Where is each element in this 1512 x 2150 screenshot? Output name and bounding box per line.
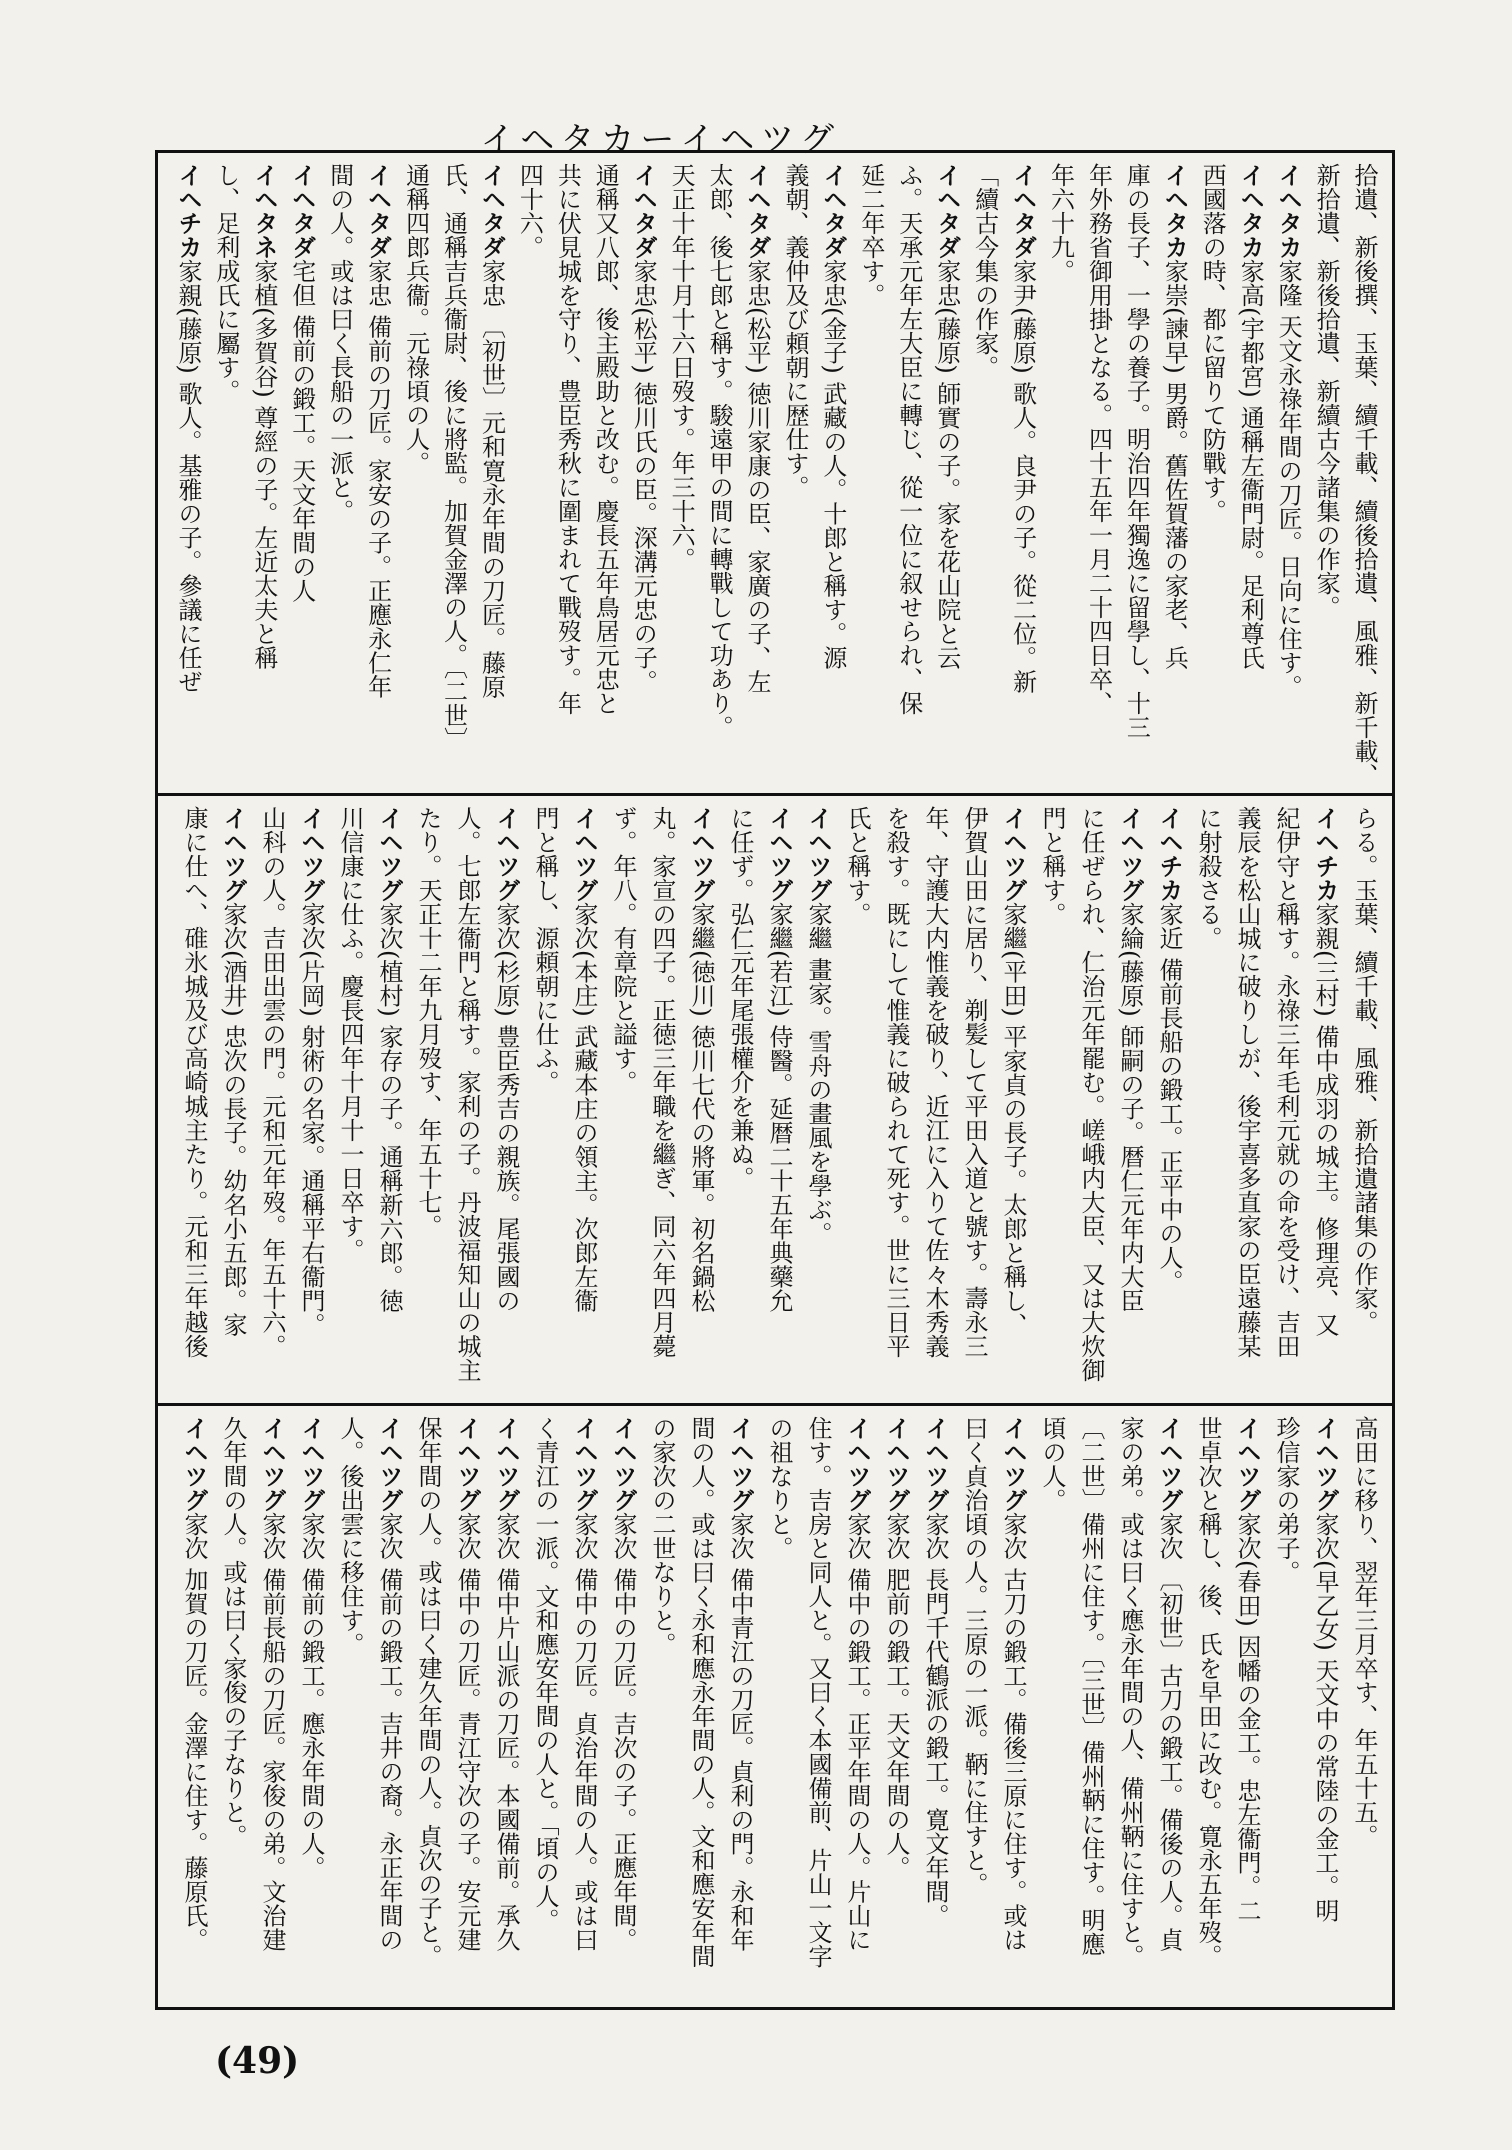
entry-text: 家忠(松平) 徳川家康の臣、家廣の子、左 <box>743 259 771 694</box>
entry-text: 家次 〔初世〕古刀の鍛工。備後の人。貞 <box>1155 1512 1183 1952</box>
entry-text: 家次 備中の刀匠。吉次の子。正應年間。 <box>609 1512 637 1952</box>
text-column <box>1190 796 1226 1403</box>
entry-headword: イヘツグ <box>1311 1416 1339 1512</box>
entry-headword: イヘタダ <box>477 163 506 259</box>
entry-text: 家忠 備前の刀匠。家安の子。正應永仁年 <box>363 259 392 699</box>
entry-headword: イヘタカ <box>1236 163 1265 259</box>
entry-headword: イヘツグ <box>219 806 247 902</box>
entry-text: 家綸(藤原) 師嗣の子。暦仁元年内大臣 <box>1116 902 1144 1313</box>
text-column <box>702 153 737 793</box>
entry-text: 家次 備前長船の刀匠。家俊の弟。文治建 <box>258 1512 286 1952</box>
text-column <box>892 153 927 793</box>
text-column <box>361 153 396 793</box>
entry-text: 延二年卒す。 <box>856 163 885 307</box>
entry-text: 共に伏見城を守り、豊臣秀秋に圍まれて戰歿す。年 <box>553 163 582 715</box>
entry-headword: イヘツグ <box>1233 1416 1261 1512</box>
text-column <box>1073 1406 1109 2009</box>
entry-headword: イヘツグ <box>999 806 1027 902</box>
entry-text: 家次(早乙女) 天文中の常陸の金工。明 <box>1311 1512 1339 1923</box>
entry-headword: イヘチカ <box>1311 806 1339 902</box>
text-column <box>323 153 358 793</box>
text-column <box>664 153 699 793</box>
entry-text: ふ。天承元年左大臣に轉じ、從一位に叙せられ、保 <box>894 163 923 715</box>
text-column <box>1195 153 1230 793</box>
entry-text: 家繼(徳川) 徳川七代の將軍。初名鍋松 <box>687 902 715 1313</box>
entry-text: 家忠 〔初世〕元和寛永年間の刀匠。藤原 <box>477 259 506 699</box>
entry-headword: イヘツグ <box>726 1416 754 1512</box>
entry-text: 家次 備中片山派の刀匠。本國備前。承久 <box>492 1512 520 1952</box>
page-number: (49) <box>215 2040 300 2082</box>
entry-text: く青江の一派。文和應安年間の人と。「頃の人。 <box>531 1416 559 1932</box>
running-head: イヘタカーイヘツグ <box>480 120 840 160</box>
entry-headword: イヘチカ <box>173 163 202 259</box>
entry-text: 家近 備前長船の鍛工。正平中の人。 <box>1155 902 1183 1294</box>
entry-headword: イヘタダ <box>932 163 961 259</box>
entry-text: 家次 肥前の鍛工。天文年間の人。 <box>882 1512 910 1880</box>
text-column <box>917 796 953 1403</box>
entry-text: 丸。家宣の四子。正徳三年職を繼ぎ、同六年四月薨 <box>648 806 676 1358</box>
text-column <box>215 1406 251 2009</box>
entry-text: 通稱四郎兵衞。元祿頃の人。 <box>401 163 430 475</box>
entry-text: 家親(三村) 備中成羽の城主。修理亮、又 <box>1311 902 1339 1337</box>
entry-text: に任ず。弘仁元年尾張權介を兼ぬ。 <box>726 806 754 1190</box>
text-column <box>293 1406 329 2009</box>
entry-text: ず。年八。有章院と謚す。 <box>609 806 637 1094</box>
text-column <box>778 153 813 793</box>
entry-text: 家崇(諫早) 男爵。舊佐賀藩の家老、兵 <box>1160 259 1189 670</box>
text-column <box>254 796 290 1403</box>
entry-text: 家繼(若江) 侍醫。延暦二十五年典藥允 <box>765 902 793 1313</box>
entry-text: 新拾遺、新後拾遺、新續古今諸集の作家。 <box>1312 163 1341 619</box>
entry-text: らる。玉葉、續千載、風雅、新拾遺諸集の作家。 <box>1350 806 1378 1334</box>
entry-text: 義朝、義仲及び頼朝に歴仕す。 <box>780 163 809 499</box>
text-column <box>1190 1406 1226 2009</box>
text-column <box>449 796 485 1403</box>
text-column <box>968 153 1003 793</box>
entry-headword: イヘタダ <box>743 163 771 259</box>
entry-text: 家次 古刀の鍛工。備後三原に住す。或は <box>999 1512 1027 1952</box>
text-column <box>956 796 992 1403</box>
entry-headword: イヘタダ <box>1008 163 1037 259</box>
text-column <box>285 153 320 793</box>
text-column <box>644 1406 680 2009</box>
entry-text: 家次 長門千代鶴派の鍛工。寛文年間。 <box>921 1512 949 1928</box>
text-column <box>1229 1406 1265 2009</box>
text-column <box>878 1406 914 2009</box>
entry-headword: イヘツグ <box>492 1416 520 1512</box>
entry-headword: イヘツグ <box>1155 1416 1183 1512</box>
entry-headword: イヘツグ <box>609 1416 637 1512</box>
entry-text: 曰く貞治頃の人。三原の一派。鞆に住すと。 <box>960 1416 988 1896</box>
text-column <box>176 1406 212 2009</box>
text-column <box>488 1406 524 2009</box>
entry-text: 年、守護大内惟義を破り、近江に入りて佐々木秀義 <box>921 806 949 1358</box>
entry-text: の家次の二世なりと。 <box>648 1416 676 1656</box>
entry-headword: イヘタダ <box>629 163 658 259</box>
text-column <box>1112 796 1148 1403</box>
text-column <box>588 153 623 793</box>
text-column <box>816 153 851 793</box>
entry-text: 天正十年十月十六日歿す。年三十六。 <box>667 163 696 571</box>
text-column <box>399 153 434 793</box>
text-column <box>550 153 585 793</box>
entry-text: 通稱又八郎、後主殿助と改む。慶長五年鳥居元忠と <box>591 163 620 715</box>
text-column <box>644 796 680 1403</box>
entry-text: 高田に移り、翌年三月卒す、年五十五。 <box>1350 1416 1378 1848</box>
entry-text: たり。天正十二年九月歿す、年五十七。 <box>414 806 442 1238</box>
entry-text: 西國落の時、都に留りて防戰す。 <box>1198 163 1227 523</box>
entry-headword: イヘタカ <box>1160 163 1189 259</box>
entry-text: 山科の人。吉田出雲の門。元和元年歿。年五十六。 <box>258 806 286 1358</box>
text-column <box>683 1406 719 2009</box>
entry-text: 家繼(平田) 平家貞の長子。太郎と稱し、 <box>999 902 1027 1337</box>
entry-headword: イヘツグ <box>180 1416 208 1512</box>
text-column <box>1229 796 1265 1403</box>
entry-text: 家隆 天文永祿年間の刀匠。日向に住す。 <box>1274 259 1303 699</box>
entry-headword: イヘチカ <box>1155 806 1183 902</box>
entry-text: 家親(藤原) 歌人。基雅の子。參議に任ぜ <box>173 259 202 694</box>
entry-text: を殺す。既にして惟義に破られて死す。世に三日平 <box>882 806 910 1358</box>
text-column <box>995 1406 1031 2009</box>
entry-text: 間の人。或は曰く長船の一派と。 <box>325 163 354 523</box>
text-column <box>332 796 368 1403</box>
text-column <box>209 153 244 793</box>
text-column <box>1151 796 1187 1403</box>
text-column <box>1268 1406 1304 2009</box>
text-column <box>683 796 719 1403</box>
entry-text: に任ぜられ、仁治元年罷む。嵯峨内大臣、又は大炊御 <box>1077 806 1105 1382</box>
entry-headword: イヘタダ <box>363 163 392 259</box>
text-column <box>605 1406 641 2009</box>
text-column <box>1034 796 1070 1403</box>
entry-text: 門と稱し、源頼朝に仕ふ。 <box>531 806 559 1094</box>
entry-text: 氏、通稱吉兵衞尉、後に將監。加賀金澤の人。〔二世〕 <box>439 163 468 751</box>
entry-text: 住す。吉房と同人と。又曰く本國備前、片山一文字 <box>804 1416 832 1968</box>
entry-text: 家次(片岡) 射術の名家。通稱平右衞門。 <box>297 902 325 1337</box>
entry-text: 〔二世〕備州に住す。〔三世〕備州鞆に住す。明應 <box>1077 1416 1105 1956</box>
entry-headword: イヘタダ <box>287 163 316 259</box>
text-column <box>605 796 641 1403</box>
text-column <box>1233 153 1268 793</box>
entry-headword: イヘツグ <box>258 1416 286 1512</box>
text-column <box>761 1406 797 2009</box>
entry-text: 家次 備中の刀匠。青江守次の子。安元建 <box>453 1512 481 1952</box>
entry-text: 庫の長子、一學の養子。明治四年獨逸に留學し、十三 <box>1122 163 1151 739</box>
text-column <box>1044 153 1079 793</box>
entry-text: 年外務省御用掛となる。四十五年一月二十四日卒、 <box>1084 163 1113 715</box>
text-column <box>1006 153 1041 793</box>
entry-text: 家次 備前の鍛工。吉井の裔。永正年間の <box>375 1512 403 1952</box>
entry-text: 家次(植村) 家存の子。通稱新六郎。徳 <box>375 902 403 1313</box>
entry-text: し、足利成氏に屬す。 <box>211 163 240 403</box>
entry-text: 拾遺、新後撰、玉葉、續千載、續後拾遺、風雅、新千載、 <box>1350 163 1378 787</box>
text-column <box>839 796 875 1403</box>
entry-text: 康に仕へ、碓氷城及び高崎城主たり。元和三年越後 <box>180 806 208 1358</box>
text-column <box>995 796 1031 1403</box>
entry-text: 太郎、後七郎と稱す。駿遠甲の間に轉戰して功あり。 <box>705 163 734 739</box>
entry-headword: イヘツグ <box>570 806 598 902</box>
entry-text: 家次 備中青江の刀匠。貞利の門。永和年 <box>726 1512 754 1952</box>
text-column <box>293 796 329 1403</box>
entry-headword: イヘツグ <box>297 1416 325 1512</box>
text-column <box>371 1406 407 2009</box>
text-column <box>1309 153 1344 793</box>
entry-text: 家次(本庄) 武藏本庄の領主。次郎左衞 <box>570 902 598 1313</box>
entry-text: 家次(杉原) 豊臣秀吉の親族。尾張國の <box>492 902 520 1313</box>
entry-text: の祖なりと。 <box>765 1416 793 1560</box>
text-column <box>722 1406 758 2009</box>
entry-headword: イヘツグ <box>570 1416 598 1512</box>
text-column <box>176 796 212 1403</box>
text-column <box>527 1406 563 2009</box>
entry-headword: イヘタダ <box>818 163 847 259</box>
entry-text: 「續古今集の作家。 <box>970 163 999 379</box>
text-column <box>1346 796 1382 1403</box>
text-column <box>740 153 775 793</box>
text-column <box>437 153 472 793</box>
entry-text: に射殺さる。 <box>1194 806 1222 950</box>
entry-text: 家高(宇都宮) 通稱左衞門尉。足利尊氏 <box>1236 259 1265 670</box>
text-column <box>930 153 965 793</box>
entry-text: 家次 備中の刀匠。貞治年間の人。或は曰 <box>570 1512 598 1952</box>
entry-headword: イヘツグ <box>765 806 793 902</box>
text-column <box>512 153 547 793</box>
entry-headword: イヘツグ <box>1116 806 1144 902</box>
entry-headword: イヘツグ <box>921 1416 949 1512</box>
entry-text: 家植(多賀谷) 尊經の子。左近太夫と稱 <box>249 259 278 670</box>
middle-band <box>158 793 1392 1403</box>
entry-headword: イヘツグ <box>492 806 520 902</box>
text-column <box>1034 1406 1070 2009</box>
text-column <box>371 796 407 1403</box>
entry-text: 門と稱す。 <box>1038 806 1066 926</box>
text-column <box>1082 153 1117 793</box>
text-column <box>254 1406 290 2009</box>
entry-text: 義辰を松山城に破りしが、後宇喜多直家の臣遠藤某 <box>1233 806 1261 1358</box>
text-column <box>488 796 524 1403</box>
entry-text: 家次 備中の鍛工。正平年間の人。片山に <box>843 1512 871 1952</box>
text-column <box>854 153 889 793</box>
text-column <box>527 796 563 1403</box>
text-column <box>1119 153 1154 793</box>
entry-text: 間の人。或は曰く永和應永年間の人。文和應安年間 <box>687 1416 715 1968</box>
upper-band <box>158 153 1392 793</box>
entry-text: 家忠(金子) 武藏の人。十郎と稱す。源 <box>818 259 847 670</box>
text-column <box>1112 1406 1148 2009</box>
entry-text: 家尹(藤原) 歌人。良尹の子。從二位。新 <box>1008 259 1037 694</box>
text-column <box>956 1406 992 2009</box>
entry-text: 家忠(松平) 徳川氏の臣。深溝元忠の子。 <box>629 259 658 694</box>
text-column <box>1151 1406 1187 2009</box>
text-column <box>761 796 797 1403</box>
entry-text: 保年間の人。或は曰く建久年間の人。貞次の子と。 <box>414 1416 442 1968</box>
entry-text: 川信康に仕ふ。慶長四年十月十一日卒す。 <box>336 806 364 1262</box>
text-column <box>566 1406 602 2009</box>
entry-text: 宅但 備前の鍛工。天文年間の人 <box>287 259 316 603</box>
entry-text: 世卓次と稱し、後、氏を早田に改む。寛永五年歿。 <box>1194 1416 1222 1968</box>
entry-text: 氏と稱す。 <box>843 806 871 926</box>
entry-text: 四十六。 <box>515 163 544 259</box>
text-column <box>215 796 251 1403</box>
text-column <box>878 796 914 1403</box>
entry-headword: イヘツグ <box>375 806 403 902</box>
entry-text: 人。後出雲に移住す。 <box>336 1416 364 1656</box>
entry-headword: イヘツグ <box>843 1416 871 1512</box>
entry-text: 珍信家の弟子。 <box>1272 1416 1300 1584</box>
text-column <box>1307 796 1343 1403</box>
entry-text: 家次(春田) 因幡の金工。忠左衞門。二 <box>1233 1512 1261 1923</box>
entry-headword: イヘタカ <box>1274 163 1303 259</box>
entry-text: 伊賀山田に居り、剃髪して平田入道と號す。壽永三 <box>960 806 988 1358</box>
text-column <box>247 153 282 793</box>
entry-headword: イヘツグ <box>687 806 715 902</box>
entry-headword: イヘツグ <box>375 1416 403 1512</box>
text-column <box>332 1406 368 2009</box>
text-column <box>1307 1406 1343 2009</box>
entry-headword: イヘツグ <box>297 806 325 902</box>
text-column <box>1346 1406 1382 2009</box>
entry-text: 家次(酒井) 忠次の長子。幼名小五郎。家 <box>219 902 247 1337</box>
entry-headword: イヘツグ <box>453 1416 481 1512</box>
text-column <box>839 1406 875 2009</box>
text-column <box>800 796 836 1403</box>
text-column <box>1157 153 1192 793</box>
entry-headword: イヘツグ <box>999 1416 1027 1512</box>
entry-text: 年六十九。 <box>1046 163 1075 283</box>
entry-headword: イヘタネ <box>249 163 278 259</box>
entry-text: 家次 備前の鍛工。應永年間の人。 <box>297 1512 325 1880</box>
entry-text: 久年間の人。或は曰く家俊の子なりと。 <box>219 1416 247 1848</box>
entry-text: 人。七郎左衞門と稱す。家利の子。丹波福知山の城主 <box>453 806 481 1382</box>
text-column <box>626 153 661 793</box>
text-column <box>171 153 206 793</box>
text-column <box>566 796 602 1403</box>
entry-headword: イヘツグ <box>804 806 832 902</box>
entry-text: 家繼 畫家。雪舟の畫風を學ぶ。 <box>804 902 832 1246</box>
text-column <box>1347 153 1382 793</box>
entry-headword: イヘツグ <box>882 1416 910 1512</box>
text-column <box>722 796 758 1403</box>
entry-text: 家の弟。或は曰く應永年間の人、備州鞆に住すと。 <box>1116 1416 1144 1968</box>
text-column <box>410 796 446 1403</box>
dictionary-frame <box>155 150 1395 2010</box>
entry-text: 家次 加賀の刀匠。金澤に住す。藤原氏。 <box>180 1512 208 1952</box>
entry-text: 家忠(藤原) 師實の子。家を花山院と云 <box>932 259 961 670</box>
text-column <box>1073 796 1109 1403</box>
lower-band <box>158 1403 1392 2009</box>
entry-text: 紀伊守と稱す。永祿三年毛利元就の命を受け、吉田 <box>1272 806 1300 1358</box>
entry-text: 頃の人。 <box>1038 1416 1066 1512</box>
text-column <box>410 1406 446 2009</box>
text-column <box>800 1406 836 2009</box>
text-column <box>1271 153 1306 793</box>
text-column <box>449 1406 485 2009</box>
text-column <box>917 1406 953 2009</box>
text-column <box>1268 796 1304 1403</box>
text-column <box>475 153 510 793</box>
